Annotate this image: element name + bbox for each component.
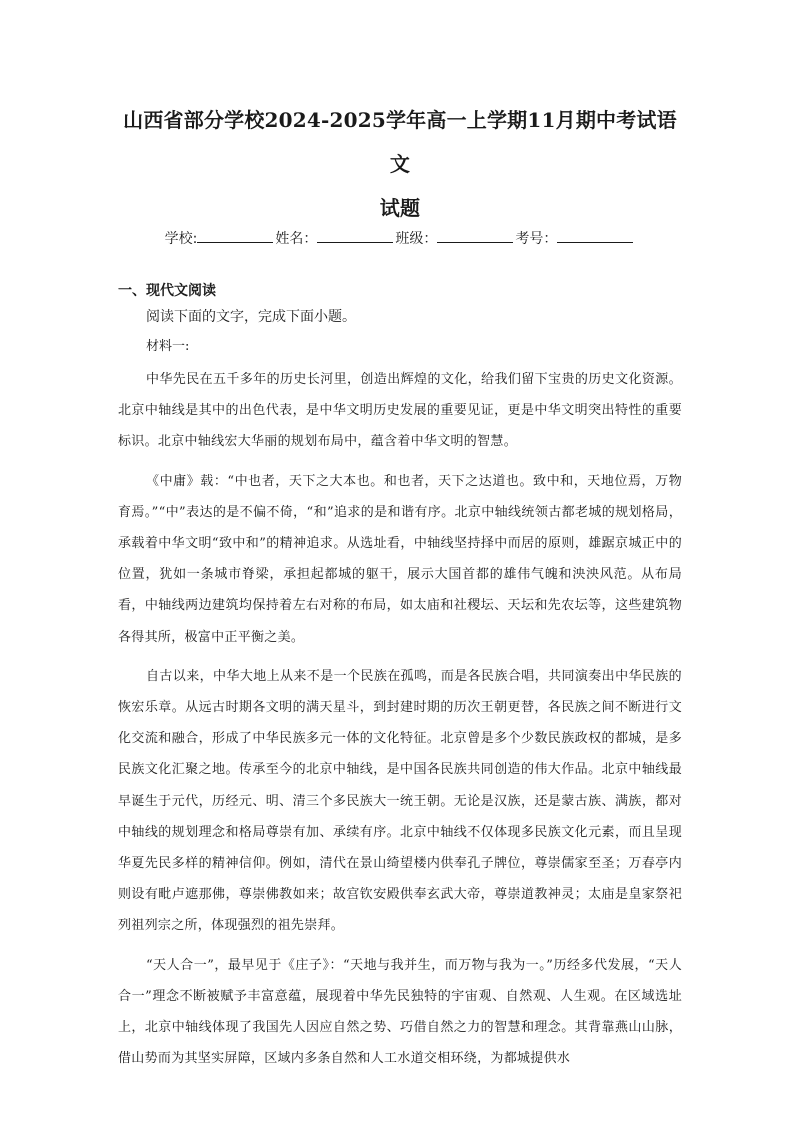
section-heading: 一、现代文阅读 [118, 283, 216, 299]
class-blank[interactable] [437, 228, 513, 243]
document-title [118, 0, 682, 230]
class-label: 班级： [395, 231, 438, 247]
exam-number-blank[interactable] [557, 228, 633, 243]
material-label: 材料一: [146, 339, 190, 354]
exam-number-label: 考号： [515, 231, 558, 247]
reading-instruction: 阅读下面的文字，完成下面小题。 [146, 309, 356, 325]
paragraph-4: “天人合一”，最早见于《庄子》：“天地与我并生，而万物与我为一。”历经多代发展，“天人合一”理念不断被赋予丰富意蕴，展现着中华先民独特的宇宙观、自然观、人生观。在区域选址上，北京中轴线体现了我国先人因应自然之势、巧借自然之力的智慧和理念。其背靠燕山山脉，借山势而为其坚实屏障，区域内多条自然和人工水道交相环绕，为都城提供水 [118, 957, 682, 1067]
name-label: 姓名： [275, 231, 318, 247]
title-line-2: 试题 [379, 196, 421, 220]
paragraph-2: 《中庸》载：“中也者，天下之大本也。和也者，天下之达道也。致中和，天地位焉，万物育焉。”“中”表达的是不偏不倚，“和”追求的是和谐有序。北京中轴线统领古都老城的规划格局，承载着中华文明“致中和”的精神追求。从选址看，中轴线坚持择中而居的原则，雄踞京城正中的位置，犹如一条城市脊梁，承担起都城的躯干，展示大国首都的雄伟气魄和泱泱风范。从布局看，中轴线两边建筑均保持着左右对称的布局，如太庙和社稷坛、天坛和先农坛等，这些建筑物各得其所，极富中正平衡之美。 [118, 473, 682, 645]
paragraph-1: 中华先民在五千多年的历史长河里，创造出辉煌的文化，给我们留下宝贵的历史文化资源。北京中轴线是其中的出色代表，是中华文明历史发展的重要见证，更是中华文明突出特性的重要标识。北京中轴线宏大华丽的规划布局中，蕴含着中华文明的智慧。 [118, 372, 682, 450]
student-info-row [118, 228, 682, 250]
title-line-1: 山西省部分学校2024-2025学年高一上学期11月期中考试语文 [123, 108, 677, 176]
name-blank[interactable] [317, 228, 393, 243]
school-blank[interactable] [197, 228, 273, 243]
school-label: 学校: [164, 231, 198, 247]
paragraph-3: 自古以来，中华大地上从来不是一个民族在孤鸣，而是各民族合唱，共同演奏出中华民族的恢宏乐章。从远古时期各文明的满天星斗，到封建时期的历次王朝更替，各民族之间不断进行文化交流和融合，形成了中华民族多元一体的文化特征。北京曾是多个少数民族政权的都城，是多民族文化汇聚之地。传承至今的北京中轴线，是中国各民族共同创造的伟大作品。北京中轴线最早诞生于元代，历经元、明、清三个多民族大一统王朝。无论是汉族，还是蒙古族、满族，都对中轴线的规划理念和格局尊崇有加、承续有序。北京中轴线不仅体现多民族文化元素，而且呈现华夏先民多样的精神信仰。例如，清代在景山绮望楼内供奉孔子牌位，尊崇儒家至圣；万春亭内则设有毗卢遮那佛，尊崇佛教如来；故宫钦安殿供奉玄武大帝，尊崇道教神灵；太庙是皇家祭祀列祖列宗之所，体现强烈的祖先崇拜。 [118, 668, 682, 934]
